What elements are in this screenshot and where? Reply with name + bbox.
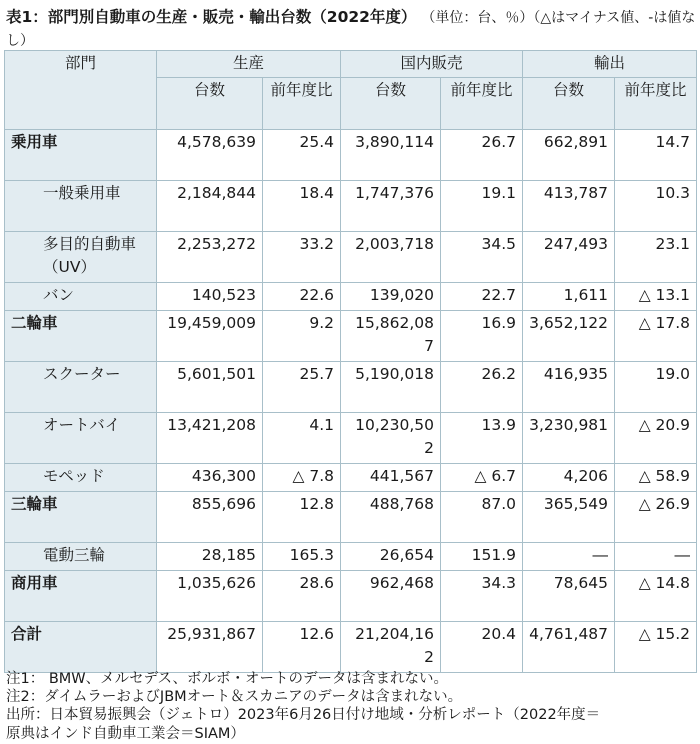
category-label: 乗用車	[5, 130, 157, 181]
yoy-cell: 16.9	[441, 311, 523, 362]
subcategory-label: 一般乗用車	[5, 181, 157, 232]
note-line: 原典はインド自動車工業会＝SIAM）	[6, 725, 245, 742]
units-cell: 441,567	[341, 464, 441, 492]
subcategory-label: モペッド	[5, 464, 157, 492]
units-cell: 855,696	[157, 492, 263, 543]
yoy-cell: 87.0	[441, 492, 523, 543]
units-cell: 4,578,639	[157, 130, 263, 181]
units-cell: 15,862,087	[341, 311, 441, 362]
table-row	[5, 413, 697, 464]
header-yoy: 前年度比	[615, 78, 697, 130]
units-cell: 962,468	[341, 571, 441, 622]
table-row	[5, 492, 697, 543]
yoy-cell: △ 58.9	[615, 464, 697, 492]
note-line: 注2：ダイムラーおよびJBMオート＆スカニアのデータは含まれない。	[6, 689, 463, 706]
subcategory-label: バン	[5, 283, 157, 311]
units-cell: 2,253,272	[157, 232, 263, 283]
units-cell: 21,204,162	[341, 622, 441, 673]
subcategory-label: 多目的自動車（UV）	[5, 232, 157, 283]
yoy-cell: 10.3	[615, 181, 697, 232]
yoy-cell: 34.3	[441, 571, 523, 622]
table-notes	[6, 670, 696, 743]
yoy-cell: 14.7	[615, 130, 697, 181]
table-row	[5, 283, 697, 311]
units-cell: 10,230,502	[341, 413, 441, 464]
table-body	[5, 130, 697, 673]
subcategory-label: 電動三輪	[5, 543, 157, 571]
units-cell: 3,890,114	[341, 130, 441, 181]
units-cell: 247,493	[523, 232, 615, 283]
yoy-cell: 18.4	[263, 181, 341, 232]
production-sales-export-table	[4, 50, 697, 673]
table-title-main: 表1：部門別自動車の生産・販売・輸出台数（2022年度）	[6, 8, 417, 26]
yoy-cell: 25.4	[263, 130, 341, 181]
table-unit-note: （単位：台、％）（△はマイナス値、-は値なし）	[6, 10, 696, 49]
category-label: 合計	[5, 622, 157, 673]
units-cell: 416,935	[523, 362, 615, 413]
table-row	[5, 232, 697, 283]
units-cell: 436,300	[157, 464, 263, 492]
yoy-cell: △ 13.1	[615, 283, 697, 311]
yoy-cell: 19.1	[441, 181, 523, 232]
header-group-export: 輸出	[523, 51, 697, 78]
units-cell: 140,523	[157, 283, 263, 311]
units-cell: 5,190,018	[341, 362, 441, 413]
units-cell: 2,003,718	[341, 232, 441, 283]
header-group-production: 生産	[157, 51, 341, 78]
units-cell: 3,230,981	[523, 413, 615, 464]
yoy-cell: 20.4	[441, 622, 523, 673]
units-cell: 28,185	[157, 543, 263, 571]
header-units: 台数	[341, 78, 441, 130]
units-cell: 1,747,376	[341, 181, 441, 232]
note-line: 注1： BMW、メルセデス、ボルボ・オートのデータは含まれない。	[6, 671, 448, 687]
header-sector: 部門	[5, 51, 157, 130]
yoy-cell: 151.9	[441, 543, 523, 571]
category-label: 二輪車	[5, 311, 157, 362]
yoy-cell: 165.3	[263, 543, 341, 571]
units-cell: 1,611	[523, 283, 615, 311]
units-cell: 25,931,867	[157, 622, 263, 673]
yoy-cell: 28.6	[263, 571, 341, 622]
units-cell: 488,768	[341, 492, 441, 543]
yoy-cell: △ 20.9	[615, 413, 697, 464]
yoy-cell: 23.1	[615, 232, 697, 283]
header-units: 台数	[157, 78, 263, 130]
units-cell: 4,761,487	[523, 622, 615, 673]
yoy-cell: △ 6.7	[441, 464, 523, 492]
units-cell: 139,020	[341, 283, 441, 311]
table-row	[5, 181, 697, 232]
header-yoy: 前年度比	[441, 78, 523, 130]
units-cell: 413,787	[523, 181, 615, 232]
table-row	[5, 311, 697, 362]
table-row	[5, 130, 697, 181]
table-title	[6, 6, 696, 52]
yoy-cell: 33.2	[263, 232, 341, 283]
yoy-cell: 26.2	[441, 362, 523, 413]
units-cell: 26,654	[341, 543, 441, 571]
units-cell: 4,206	[523, 464, 615, 492]
yoy-cell: 12.6	[263, 622, 341, 673]
table-row	[5, 464, 697, 492]
note-line: 出所：日本貿易振興会（ジェトロ）2023年6月26日付け地域・分析レポート（2022年度＝	[6, 707, 601, 724]
yoy-cell: △ 15.2	[615, 622, 697, 673]
table-row	[5, 543, 697, 571]
units-cell: 13,421,208	[157, 413, 263, 464]
yoy-cell: 26.7	[441, 130, 523, 181]
units-cell: 3,652,122	[523, 311, 615, 362]
yoy-cell: △ 17.8	[615, 311, 697, 362]
header-yoy: 前年度比	[263, 78, 341, 130]
category-label: 商用車	[5, 571, 157, 622]
units-cell: ―	[523, 543, 615, 571]
yoy-cell: 22.6	[263, 283, 341, 311]
subcategory-label: スクーター	[5, 362, 157, 413]
table-row	[5, 571, 697, 622]
yoy-cell: △ 26.9	[615, 492, 697, 543]
header-group-domestic-sales: 国内販売	[341, 51, 523, 78]
yoy-cell: 19.0	[615, 362, 697, 413]
yoy-cell: 9.2	[263, 311, 341, 362]
yoy-cell: 22.7	[441, 283, 523, 311]
units-cell: 5,601,501	[157, 362, 263, 413]
table-row	[5, 362, 697, 413]
category-label: 三輪車	[5, 492, 157, 543]
units-cell: 662,891	[523, 130, 615, 181]
yoy-cell: △ 7.8	[263, 464, 341, 492]
yoy-cell: ―	[615, 543, 697, 571]
units-cell: 19,459,009	[157, 311, 263, 362]
yoy-cell: 4.1	[263, 413, 341, 464]
yoy-cell: 12.8	[263, 492, 341, 543]
units-cell: 365,549	[523, 492, 615, 543]
subcategory-label: オートバイ	[5, 413, 157, 464]
yoy-cell: 25.7	[263, 362, 341, 413]
table-row	[5, 622, 697, 673]
units-cell: 78,645	[523, 571, 615, 622]
yoy-cell: △ 14.8	[615, 571, 697, 622]
units-cell: 1,035,626	[157, 571, 263, 622]
units-cell: 2,184,844	[157, 181, 263, 232]
header-units: 台数	[523, 78, 615, 130]
yoy-cell: 34.5	[441, 232, 523, 283]
yoy-cell: 13.9	[441, 413, 523, 464]
